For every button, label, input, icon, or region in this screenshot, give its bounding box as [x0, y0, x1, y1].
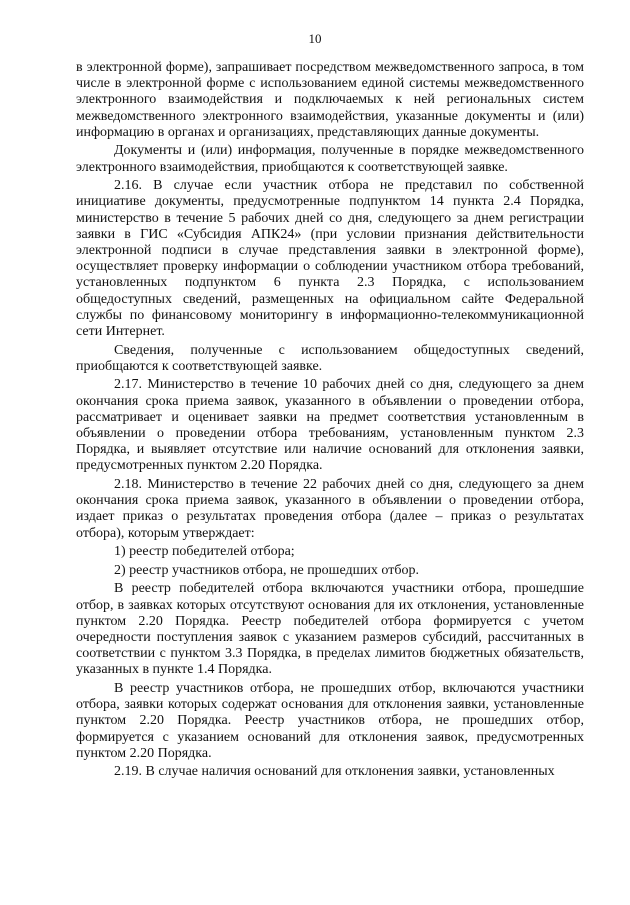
page-number: 10: [308, 31, 322, 46]
list-item: 1) реестр победителей отбора;: [114, 544, 295, 560]
paragraph: В реестр участников отбора, не прошедших отбор, включаются участники отбора, заявки которых содержат основания для отклонения заявки, установленные пунктом 2.20 Порядка. Реестр участников отбора, не прошедших отбор, формируется с указанием оснований для отклонения заявок, предусмотренных пунктом 2.20 Порядка.: [76, 681, 584, 761]
paragraph: 2.19. В случае наличия оснований для отклонения заявки, установленных: [114, 764, 555, 780]
document-body: [76, 60, 584, 783]
paragraph: Сведения, полученные с использованием общедоступных сведений, приобщаются к соответствующей заявке.: [76, 342, 584, 374]
paragraph: 2.18. Министерство в течение 22 рабочих дней со дня, следующего за днем окончания срока приема заявок, указанного в объявлении о проведении отбора, издает приказ о результатах проведения отбора (далее – приказ о результатах отбора), которым утверждает:: [76, 477, 584, 541]
paragraph: Документы и (или) информация, полученные в порядке межведомственного электронного взаимодействия, приобщаются к соответствующей заявке.: [76, 143, 584, 175]
paragraph: 2.16. В случае если участник отбора не представил по собственной инициативе документы, предусмотренные подпунктом 14 пункта 2.4 Порядка, министерство в течение 5 рабочих дней со дня, следующего за днем регистрации заявки в ГИС «Субсидия АПК24» (при условии признания действительности электронной подписи в случае представления заявки в электронной форме), осуществляет проверку информации о соблюдении участником отбора требований, установленных подпунктом 6 пункта 2.3 Порядка, с использованием общедоступных сведений, размещенных на официальном сайте Федеральной службы по финансовому мониторингу в информационно-телекоммуникационной сети Интернет.: [76, 178, 584, 340]
paragraph: в электронной форме), запрашивает посредством межведомственного запроса, в том числе в электронной форме с использованием единой системы межведомственного электронного взаимодействия и подключаемых к ней региональных систем межведомственного электронного взаимодействия, указанные документы и (или) информацию в органах и организациях, представляющих данные документы.: [76, 60, 584, 140]
paragraph: В реестр победителей отбора включаются участники отбора, прошедшие отбор, в заявках которых отсутствуют основания для их отклонения, установленные пунктом 2.20 Порядка. Реестр победителей отбора формируется с учетом очередности поступления заявок с указанием размеров субсидий, рассчитанных в соответствии с пунктом 3.3 Порядка, в пределах лимитов бюджетных обязательств, указанных в пункте 1.4 Порядка.: [76, 581, 584, 678]
list-item: 2) реестр участников отбора, не прошедших отбор.: [114, 562, 419, 578]
paragraph: 2.17. Министерство в течение 10 рабочих дней со дня, следующего за днем окончания срока приема заявок, указанного в объявлении о проведении отбора, рассматривает и оценивает заявки на предмет соответствия установленным в объявлении о проведении отбора требованиям, установленным пунктом 2.3 Порядка, и выявляет отсутствие или наличие оснований для отклонения заявки, предусмотренных пунктом 2.20 Порядка.: [76, 377, 584, 474]
